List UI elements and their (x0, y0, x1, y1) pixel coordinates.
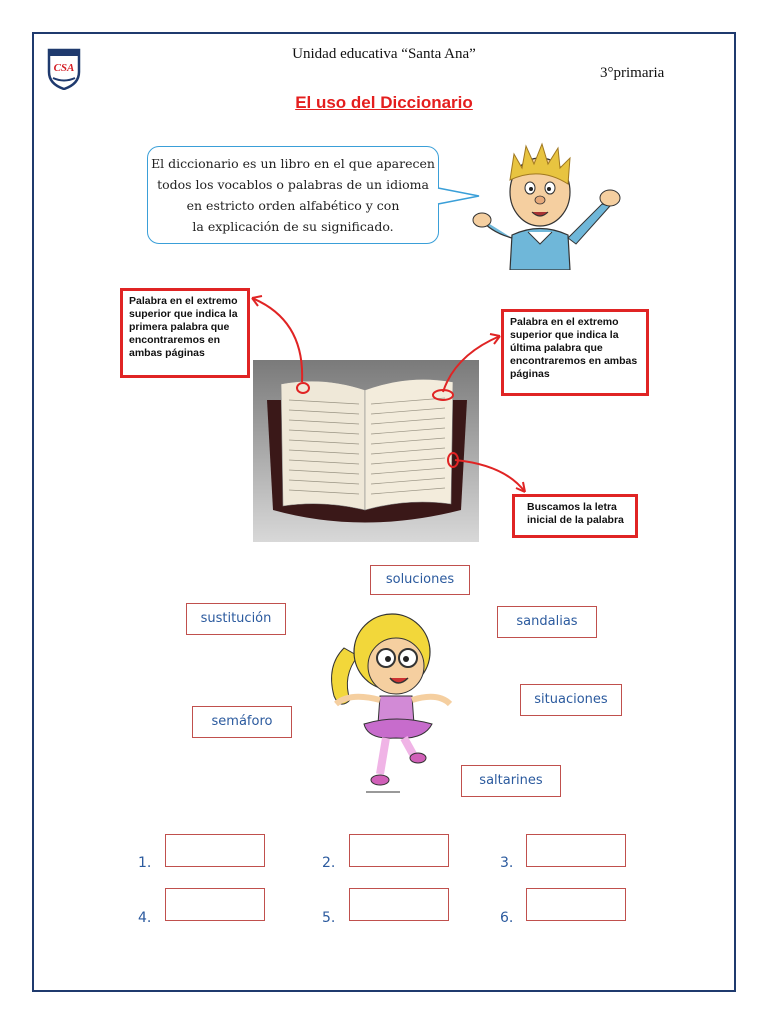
page-title: El uso del Diccionario (295, 93, 473, 112)
answer-number: 3. (500, 855, 514, 871)
answer-number: 5. (322, 910, 336, 926)
definition-line: todos los vocablos o palabras de un idioma (157, 177, 429, 192)
school-name: Unidad educativa “Santa Ana” (292, 46, 476, 62)
word-box: sustitución (186, 603, 286, 635)
definition-line: El diccionario es un libro en el que aparecen (151, 156, 435, 171)
callout-last-word: Palabra en el extremo superior que indica la última palabra que encontraremos en ambas páginas (501, 309, 649, 396)
word-box: situaciones (520, 684, 622, 716)
word-box: soluciones (370, 565, 470, 595)
definition-line: en estricto orden alfabético y con (186, 198, 400, 213)
answer-number: 1. (138, 855, 152, 871)
answer-box[interactable] (526, 888, 626, 921)
svg-text:CSA: CSA (53, 62, 75, 74)
callout-first-word: Palabra en el extremo superior que indica la primera palabra que encontraremos en ambas páginas (120, 288, 250, 378)
word-box: saltarines (461, 765, 561, 797)
answer-box[interactable] (526, 834, 626, 867)
answer-box[interactable] (349, 888, 449, 921)
word-box: semáforo (192, 706, 292, 738)
answer-number: 6. (500, 910, 514, 926)
answer-number: 2. (322, 855, 336, 871)
answer-box[interactable] (349, 834, 449, 867)
callout-initial-letter: Buscamos la letra inicial de la palabra (512, 494, 638, 538)
word-box: sandalias (497, 606, 597, 638)
grade-label: 3°primaria (600, 65, 665, 81)
answer-number: 4. (138, 910, 152, 926)
definition-line: la explicación de su significado. (192, 219, 394, 234)
answer-box[interactable] (165, 888, 265, 921)
girl-illustration (320, 596, 460, 796)
answer-box[interactable] (165, 834, 265, 867)
